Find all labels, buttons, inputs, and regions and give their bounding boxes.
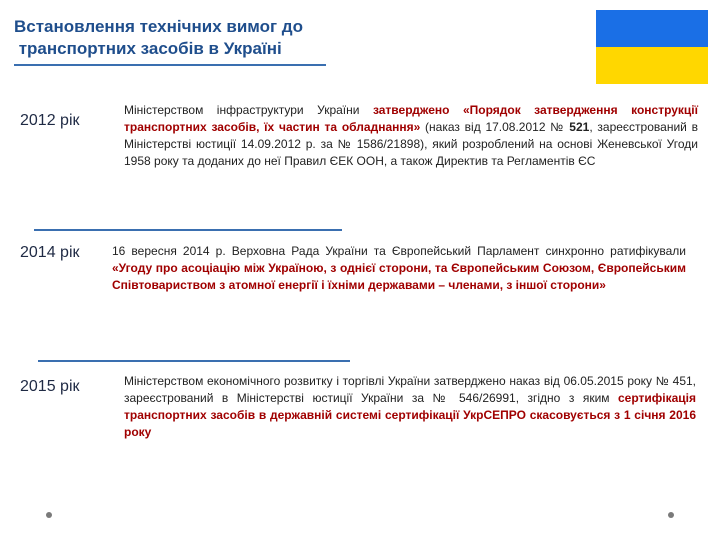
- decorative-dot-right: [668, 512, 674, 518]
- flag-yellow-stripe: [596, 47, 708, 84]
- year-2012: 2012 рік: [20, 112, 80, 129]
- flag-blue-stripe: [596, 10, 708, 47]
- year-2014: 2014 рік: [20, 244, 80, 261]
- paragraph-2014: [112, 243, 686, 294]
- separator-1: [34, 229, 342, 231]
- text-2014-part1: 16 вересня 2014 р. Верховна Рада України та Європейський Парламент синхронно ратифікували: [112, 244, 686, 258]
- ukraine-flag: [596, 10, 708, 84]
- text-2012-part2: (наказ від 17.08.2012 №: [420, 120, 570, 134]
- year-2015: 2015 рік: [20, 378, 80, 395]
- highlight-2012: затверджено «Порядок затвердження конструкції транспортних засобів, їх частин та обладнання»: [124, 103, 699, 134]
- title-line-2: транспортних засобів в Україні: [14, 39, 282, 58]
- text-2012-part3: , зареєстрований в Міністерстві юстиції 14.09.2012 р. за № 1586/21898), який розроблений на основі Женевської Угоди 1958 року та доданих до неї Правил ЄЕК ООН, а також Директив та Регламентів ЄС: [124, 120, 698, 168]
- highlight-2014: «Угоду про асоціацію між Україною, з однієї сторони, та Європейським Союзом, Європейським Співтовариством з атомної енергії і їхніми державами – членами, з іншої сторони»: [112, 261, 686, 292]
- paragraph-2015: [124, 373, 696, 441]
- separator-2: [38, 360, 350, 362]
- decorative-dot-left: [46, 512, 52, 518]
- title-line-1: Встановлення технічних вимог до: [14, 17, 303, 36]
- order-number-2012: 521: [569, 120, 590, 134]
- highlight-2015: сертифікація транспортних засобів в державній системі сертифікації УкрСЕПРО скасовується з 1 січня 2016 року: [124, 391, 696, 439]
- slide-title: [14, 16, 344, 60]
- text-2015-part1: Міністерством економічного розвитку і торгівлі України затверджено наказ від 06.05.2015 року № 451, зареєстрований в Міністерстві юстиції України за № 546/26991, згідно з яким: [124, 374, 696, 405]
- text-2012-part1: Міністерством інфраструктури України: [124, 103, 373, 117]
- title-underline: [14, 64, 326, 66]
- paragraph-2012: [124, 102, 698, 170]
